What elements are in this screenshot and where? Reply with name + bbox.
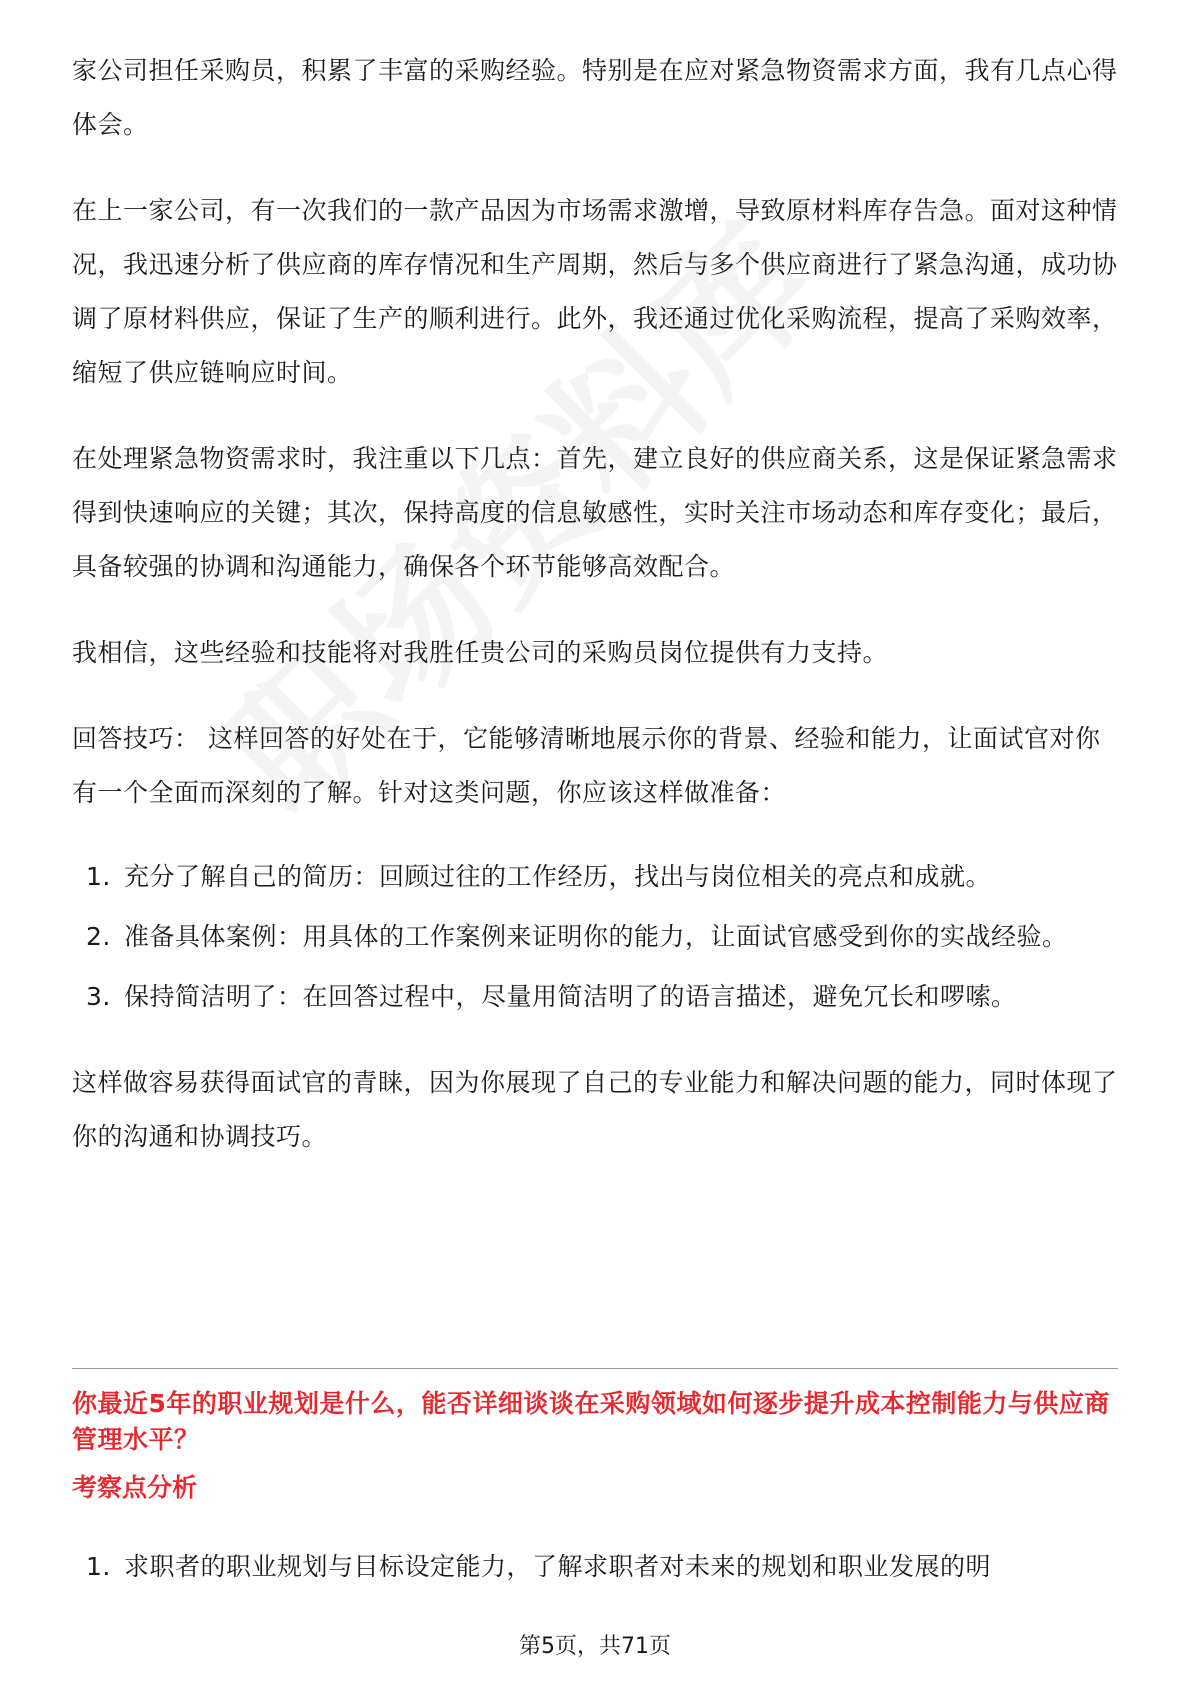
paragraph-experience: 在上一家公司，有一次我们的一款产品因为市场需求激增，导致原材料库存告急。面对这种情况，我迅速分析了供应商的库存情况和生产周期，然后与多个供应商进行了紧急沟通，成功协调了原材料供应，保证了生产的顺利进行。此外，我还通过优化采购流程，提高了采购效率，缩短了供应链响应时间。	[72, 196, 1118, 387]
list-item-text: 求职者的职业规划与目标设定能力，了解求职者对未来的规划和职业发展的明	[124, 1552, 992, 1581]
paragraph-intro: 家公司担任采购员，积累了丰富的采购经验。特别是在应对紧急物资需求方面，我有几点心得体会。	[72, 56, 1118, 139]
list-number: 3.	[86, 982, 111, 1011]
section-divider	[72, 1368, 1118, 1369]
analysis-list	[72, 1540, 1118, 1594]
list-item	[72, 1540, 1118, 1594]
answer-body	[72, 44, 1118, 1196]
list-item-text: 准备具体案例：用具体的工作案例来证明你的能力，让面试官感受到你的实战经验。	[124, 922, 1068, 951]
list-number: 1.	[86, 862, 111, 891]
list-item-text: 充分了解自己的简历：回顾过往的工作经历，找出与岗位相关的亮点和成就。	[124, 862, 992, 891]
list-item	[72, 850, 1118, 904]
paragraph-conclusion: 我相信，这些经验和技能将对我胜任贵公司的采购员岗位提供有力支持。	[72, 638, 889, 667]
list-item	[72, 910, 1118, 964]
page-footer: 第5页，共71页	[519, 1634, 671, 1659]
paragraph-key-points: 在处理紧急物资需求时，我注重以下几点：首先，建立良好的供应商关系，这是保证紧急需求得到快速响应的关键；其次，保持高度的信息敏感性，实时关注市场动态和库存变化；最后，具备较强的协调和沟通能力，确保各个环节能够高效配合。	[72, 444, 1118, 581]
list-item-text: 保持简洁明了：在回答过程中，尽量用简洁明了的语言描述，避免冗长和啰嗦。	[124, 982, 1017, 1011]
section-title: 考察点分析	[72, 1473, 198, 1502]
list-item	[72, 970, 1118, 1024]
list-number: 2.	[86, 922, 111, 951]
list-number: 1.	[86, 1552, 111, 1581]
paragraph-summary: 这样做容易获得面试官的青睐，因为你展现了自己的专业能力和解决问题的能力，同时体现了你的沟通和协调技巧。	[72, 1068, 1118, 1151]
tips-list	[72, 850, 1118, 1024]
question-heading: 你最近5年的职业规划是什么，能否详细谈谈在采购领域如何逐步提升成本控制能力与供应商管理水平？	[72, 1389, 1110, 1454]
paragraph-answer-tips: 回答技巧： 这样回答的好处在于，它能够清晰地展示你的背景、经验和能力，让面试官对你有一个全面而深刻的了解。针对这类问题，你应该这样做准备：	[72, 724, 1101, 807]
